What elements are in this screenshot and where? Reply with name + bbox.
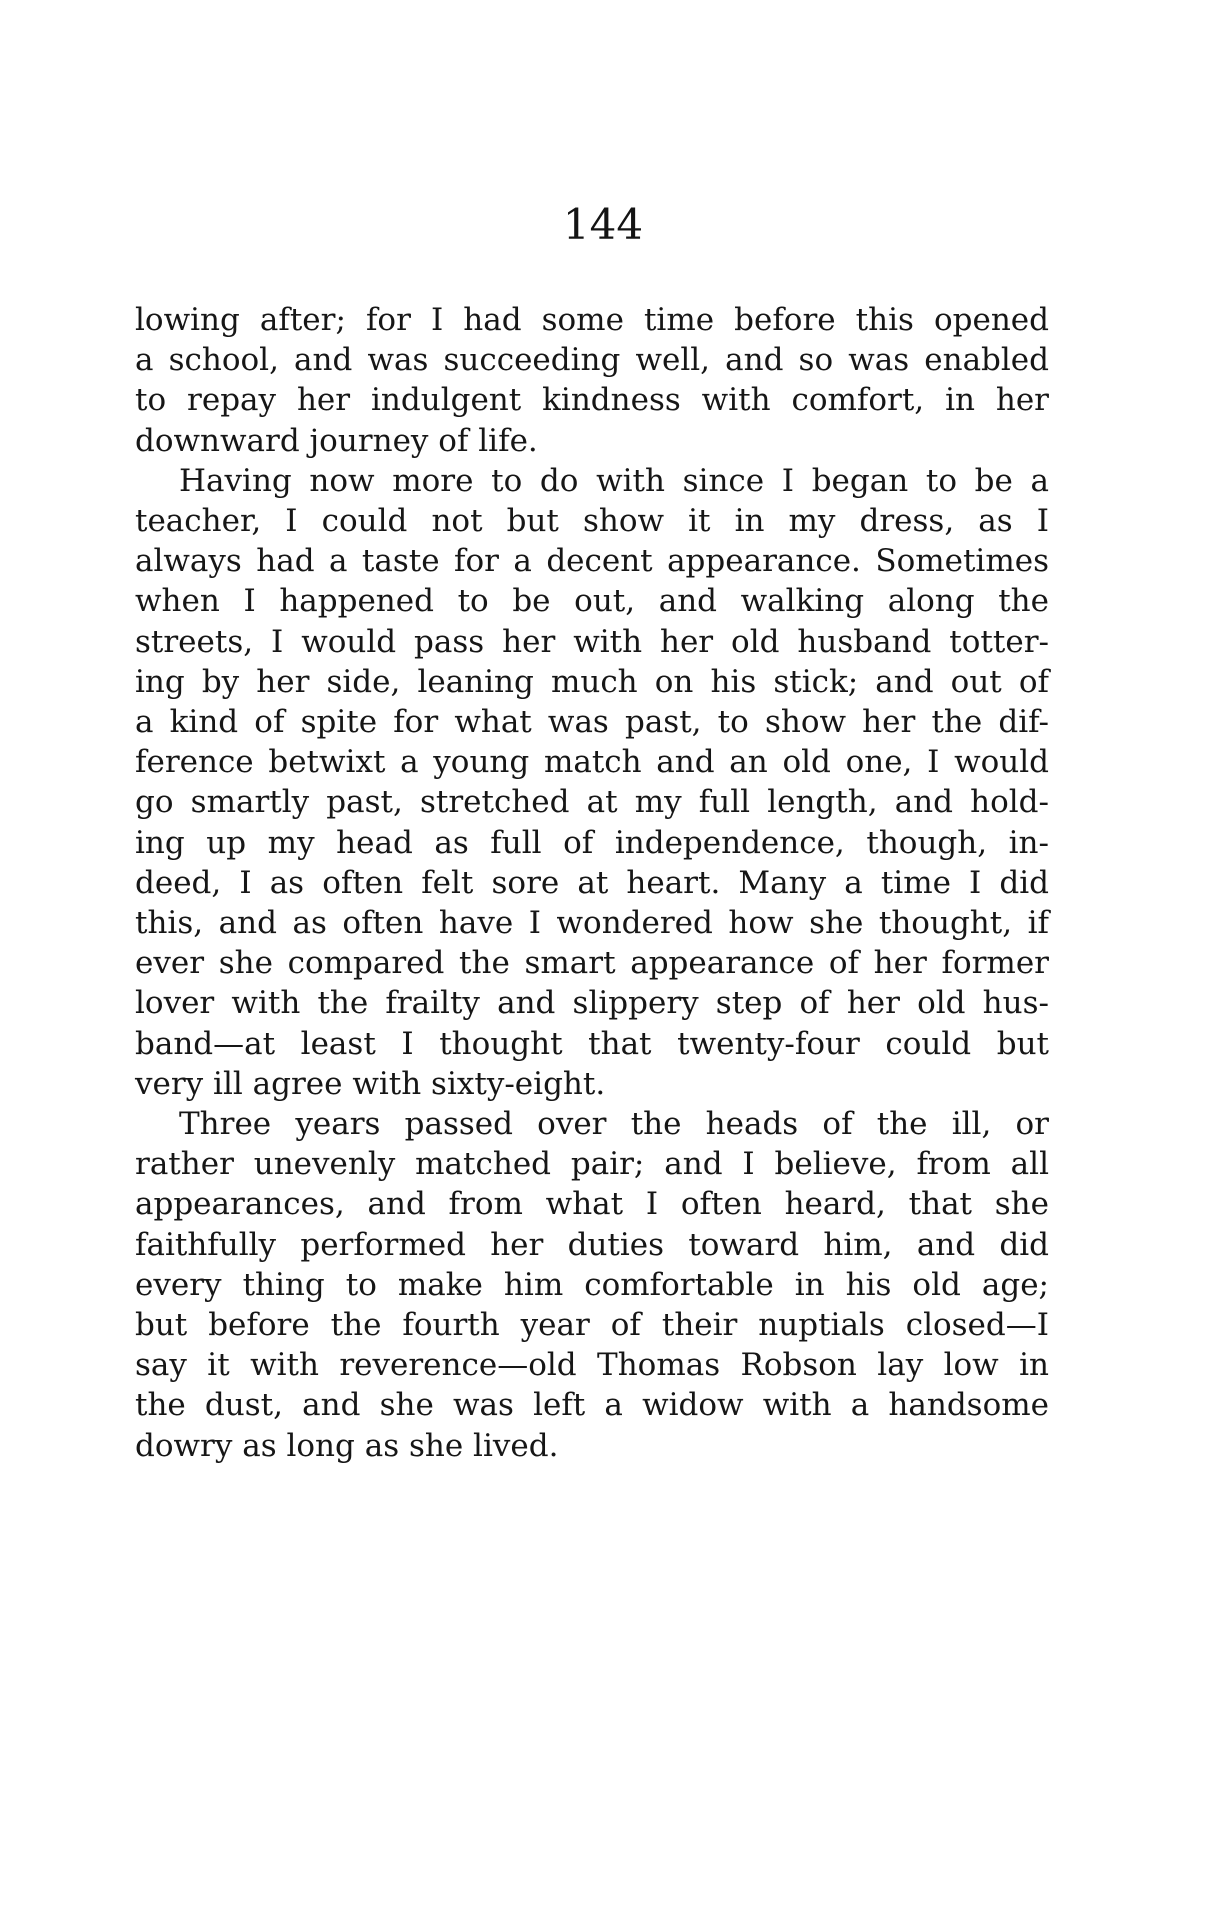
- text-line: every thing to make him comfortable in his old age;: [135, 1266, 1049, 1303]
- text-line: the dust, and she was left a widow with a handsome: [135, 1387, 1049, 1424]
- text-line: Three years passed over the heads of the ill, or: [179, 1106, 1049, 1142]
- text-line: ever she compared the smart appearance of her former: [135, 945, 1049, 982]
- text-line: say it with reverence—old Thomas Robson lay low in: [135, 1347, 1049, 1384]
- text-line: dowry as long as she lived.: [135, 1427, 559, 1464]
- text-line: deed, I as often felt sore at heart. Many a time I did: [135, 864, 1049, 901]
- text-line: when I happened to be out, and walking along the: [135, 583, 1049, 620]
- text-line: but before the fourth year of their nuptials closed—I: [135, 1307, 1049, 1343]
- text-line: ference betwixt a young match and an old one, I would: [135, 744, 1049, 781]
- text-line: to repay her indulgent kindness with comfort, in her: [135, 382, 1049, 419]
- text-line: rather unevenly matched pair; and I believe, from all: [135, 1146, 1049, 1183]
- text-line: a school, and was succeeding well, and so was enabled: [135, 342, 1049, 379]
- text-line: ing up my head as full of independence, though, in-: [135, 824, 1049, 861]
- text-line: lowing after; for I had some time before this opened: [135, 302, 1049, 338]
- text-line: always had a taste for a decent appearance. Sometimes: [135, 543, 1049, 580]
- text-line: band—at least I thought that twenty-four could but: [135, 1025, 1049, 1062]
- text-line: faithfully performed her duties toward him, and did: [135, 1226, 1049, 1263]
- text-line: very ill agree with sixty-eight.: [135, 1065, 606, 1102]
- text-line: appearances, and from what I often heard, that she: [135, 1186, 1049, 1223]
- text-line: ing by her side, leaning much on his stick; and out of: [135, 663, 1049, 700]
- text-line: this, and as often have I wondered how she thought, if: [135, 905, 1049, 941]
- page-number: 144: [562, 200, 644, 249]
- text-line: go smartly past, stretched at my full length, and hold-: [135, 784, 1049, 821]
- text-line: a kind of spite for what was past, to show her the dif-: [135, 704, 1049, 740]
- text-line: teacher, I could not but show it in my dress, as I: [135, 503, 1049, 539]
- text-line: downward journey of life.: [135, 422, 538, 459]
- text-line: Having now more to do with since I began to be a: [179, 462, 1049, 499]
- text-line: streets, I would pass her with her old husband totter-: [135, 623, 1049, 660]
- text-line: lover with the frailty and slippery step of her old hus-: [135, 985, 1049, 1022]
